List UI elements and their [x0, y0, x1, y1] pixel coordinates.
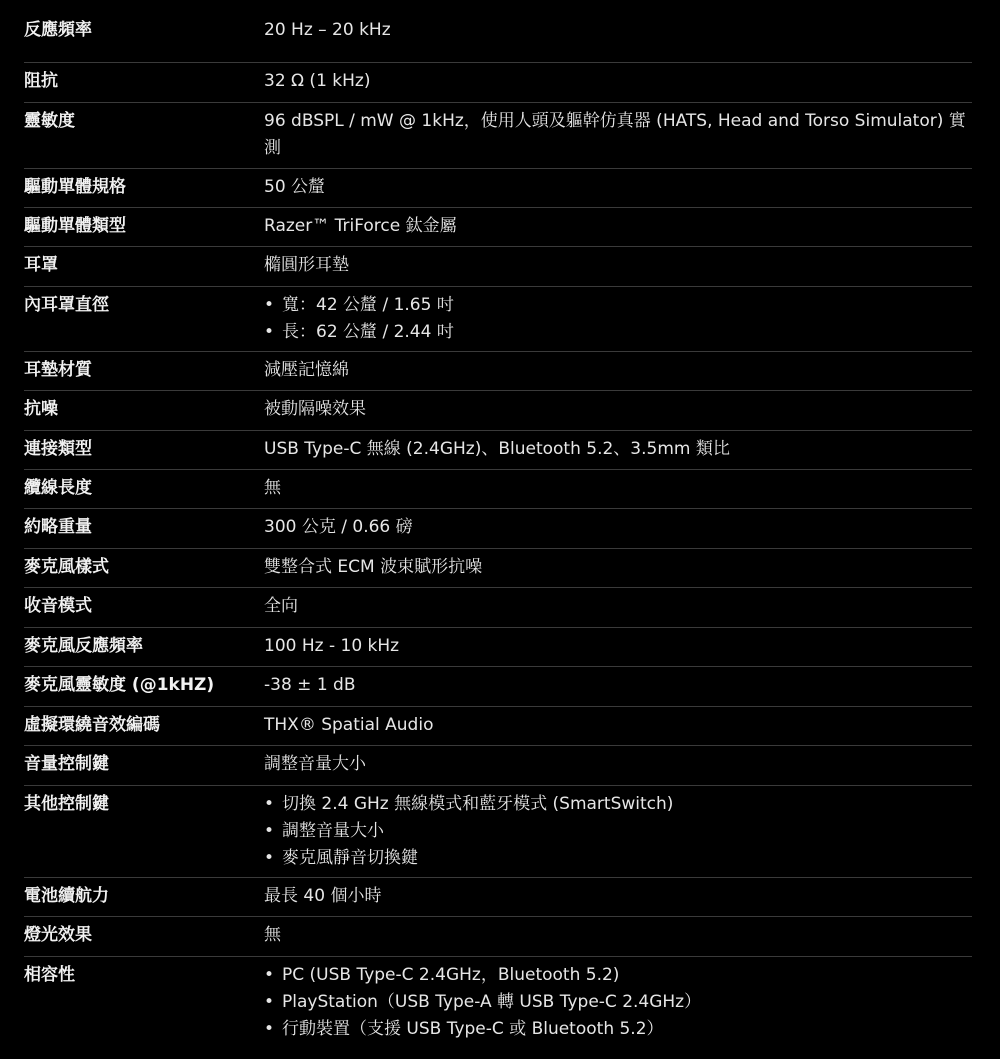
spec-row-cushion-material: [24, 352, 972, 391]
spec-value: 減壓記憶綿: [264, 360, 349, 380]
spec-label: 抗噪: [24, 399, 58, 419]
spec-row-mic-sensitivity: [24, 667, 972, 707]
spec-value-list: [264, 962, 972, 1043]
spec-value: 50 公釐: [264, 177, 326, 197]
spec-value: 無: [264, 925, 281, 945]
spec-row-impedance: [24, 63, 972, 103]
spec-label: 驅動單體類型: [24, 216, 126, 236]
spec-row-sensitivity: [24, 103, 972, 169]
spec-row-inner-cup-diameter: [24, 287, 972, 352]
list-item: • 調整音量大小: [264, 818, 972, 845]
spec-label: 纜線長度: [24, 478, 92, 498]
spec-row-lighting: [24, 917, 972, 957]
spec-label: 靈敏度: [24, 111, 75, 131]
list-item: • 麥克風靜音切換鍵: [264, 845, 972, 872]
spec-value: [264, 957, 972, 1049]
spec-row-ear-cups: [24, 247, 972, 287]
spec-value: 調整音量大小: [264, 754, 366, 774]
spec-label: 虛擬環繞音效編碼: [24, 715, 160, 735]
spec-value: 被動隔噪效果: [264, 399, 366, 419]
spec-value: 橢圓形耳墊: [264, 255, 349, 275]
spec-value: 300 公克 / 0.66 磅: [264, 517, 413, 537]
spec-label: 耳罩: [24, 255, 58, 275]
spec-row-noise-cancellation: [24, 391, 972, 431]
list-item: • PlayStation（USB Type-A 轉 USB Type-C 2.4GHz）: [264, 989, 972, 1016]
spec-value: 32 Ω (1 kHz): [264, 71, 371, 91]
spec-label: 電池續航力: [24, 886, 109, 906]
spec-row-virtual-surround: [24, 707, 972, 746]
spec-label: 麥克風反應頻率: [24, 636, 143, 656]
spec-row-battery-life: [24, 878, 972, 917]
spec-value: USB Type-C 無線 (2.4GHz)、Bluetooth 5.2、3.5mm 類比: [264, 439, 730, 459]
spec-label: 其他控制鍵: [24, 794, 109, 814]
spec-label: 反應頻率: [24, 20, 92, 40]
spec-value: 20 Hz – 20 kHz: [264, 20, 391, 40]
list-item: • 長：62 公釐 / 2.44 吋: [264, 319, 972, 346]
spec-value: 全向: [264, 596, 298, 616]
spec-label: 燈光效果: [24, 925, 92, 945]
spec-label: 音量控制鍵: [24, 754, 109, 774]
spec-table: [24, 12, 972, 1049]
spec-row-compatibility: [24, 957, 972, 1049]
spec-label: 驅動單體規格: [24, 177, 126, 197]
spec-label: 麥克風靈敏度 (@1kHZ): [24, 675, 215, 695]
spec-row-mic-frequency-response: [24, 628, 972, 667]
spec-value-list: [264, 791, 972, 872]
spec-label: 阻抗: [24, 71, 58, 91]
spec-label: 內耳罩直徑: [24, 295, 109, 315]
spec-value: 96 dBSPL / mW @ 1kHz，使用人頭及軀幹仿真器 (HATS, Head and Torso Simulator) 實測: [264, 111, 966, 158]
spec-row-volume-control: [24, 746, 972, 786]
spec-row-mic-style: [24, 549, 972, 588]
spec-value: 最長 40 個小時: [264, 886, 382, 906]
spec-value: 100 Hz - 10 kHz: [264, 636, 400, 656]
spec-value: THX® Spatial Audio: [264, 715, 434, 735]
spec-label: 耳墊材質: [24, 360, 92, 380]
spec-value: 無: [264, 478, 281, 498]
spec-label: 連接類型: [24, 439, 92, 459]
spec-row-frequency-response: [24, 12, 972, 63]
spec-row-pickup-pattern: [24, 588, 972, 628]
spec-value: [264, 287, 972, 351]
spec-row-connection-type: [24, 431, 972, 470]
spec-value: Razer™ TriForce 鈦金屬: [264, 216, 457, 236]
list-item: • PC (USB Type-C 2.4GHz，Bluetooth 5.2): [264, 962, 972, 989]
spec-label: 收音模式: [24, 596, 92, 616]
spec-row-driver-size: [24, 169, 972, 208]
list-item: • 切換 2.4 GHz 無線模式和藍牙模式 (SmartSwitch): [264, 791, 972, 818]
spec-value: -38 ± 1 dB: [264, 675, 356, 695]
spec-row-other-controls: [24, 786, 972, 878]
spec-value-list: [264, 292, 972, 346]
spec-row-driver-type: [24, 208, 972, 247]
spec-value: 雙整合式 ECM 波束賦形抗噪: [264, 557, 483, 577]
list-item: • 寬：42 公釐 / 1.65 吋: [264, 292, 972, 319]
spec-value: [264, 786, 972, 877]
spec-row-weight: [24, 509, 972, 549]
list-item: • 行動裝置（支援 USB Type-C 或 Bluetooth 5.2）: [264, 1016, 972, 1043]
spec-row-cable-length: [24, 470, 972, 509]
spec-label: 約略重量: [24, 517, 92, 537]
spec-label: 麥克風樣式: [24, 557, 109, 577]
spec-label: 相容性: [24, 965, 75, 985]
